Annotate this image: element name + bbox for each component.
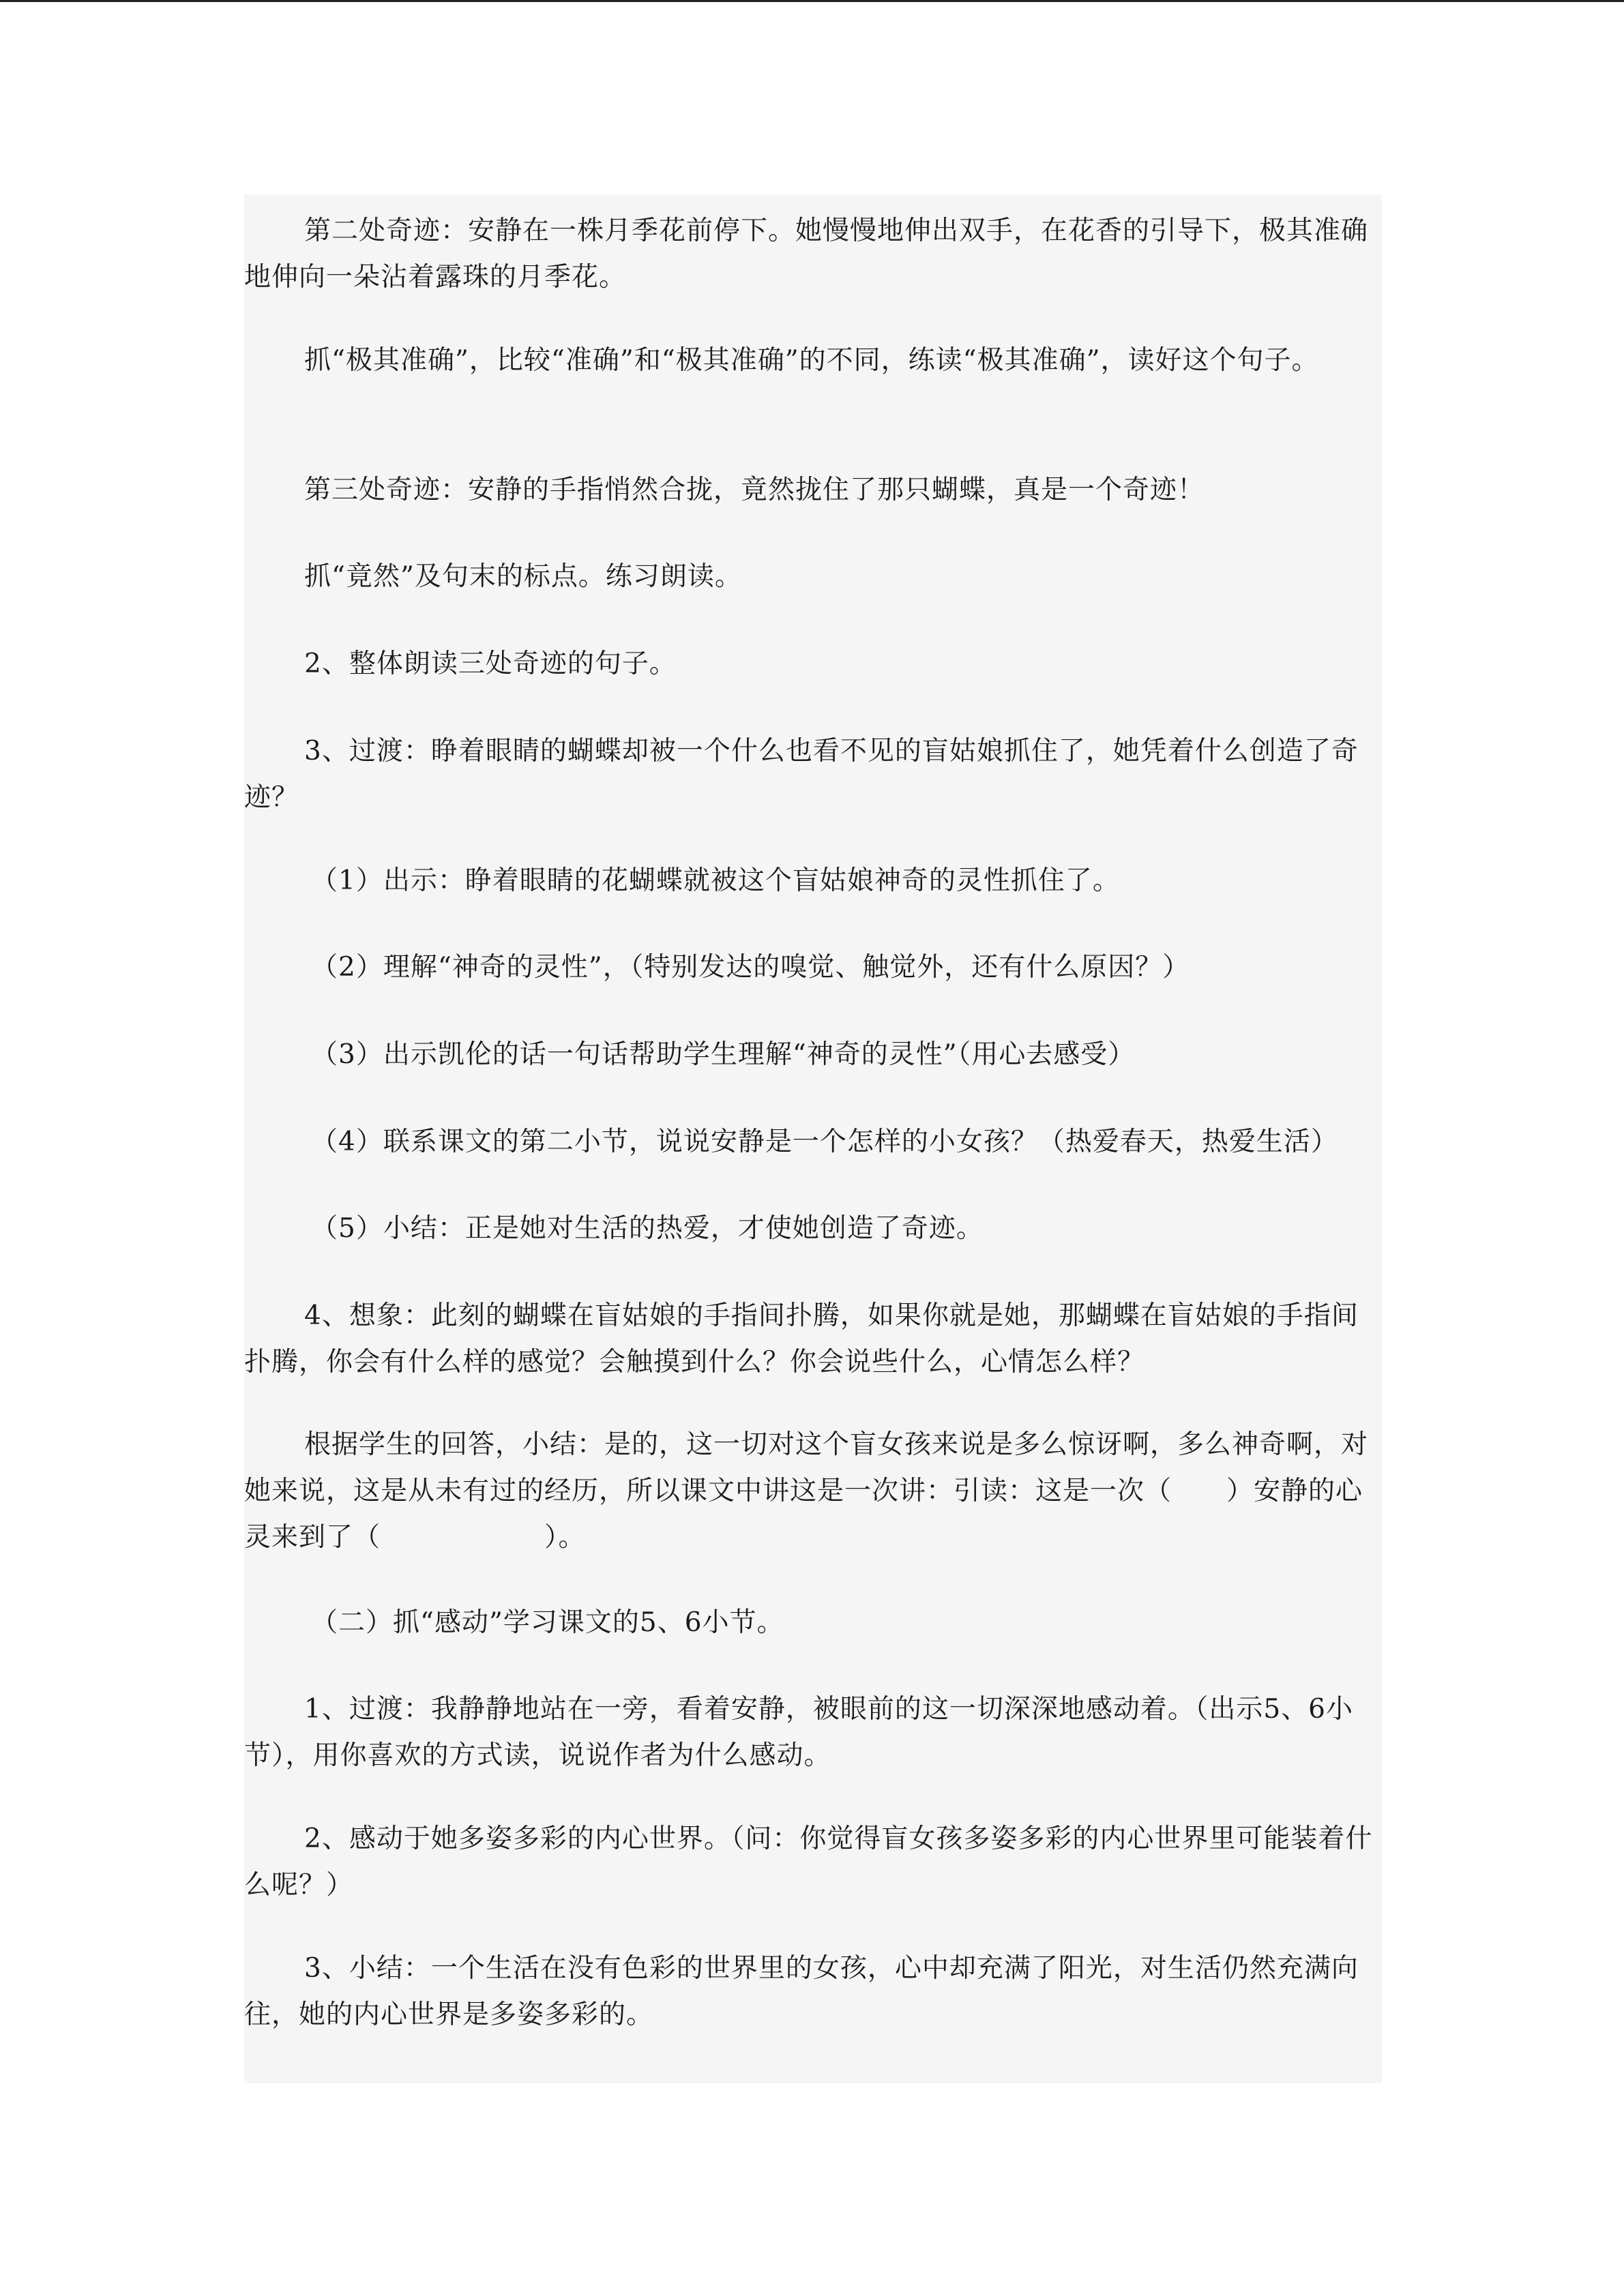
top-border-line [0,0,1624,2]
paragraph-precise-reading: 抓“极其准确”，比较“准确”和“极其准确”的不同，练读“极其准确”，读好这个句子。 [304,345,1319,376]
paragraph-item-4: 4、想象：此刻的蝴蝶在盲姑娘的手指间扑腾，如果你就是她，那蝴蝶在盲姑娘的手指间扑腾，你会有什么样的感觉？会触摸到什么？你会说些什么，心情怎么样？ [244,1300,1359,1377]
paragraph-conclusion: 3、小结：一个生活在没有色彩的世界里的女孩，心中却充满了阳光，对生活仍然充满向往，她的内心世界是多姿多彩的。 [244,1953,1359,2030]
paragraph-sub-2: （2）理解“神奇的灵性”，（特别发达的嗅觉、触觉外，还有什么原因？） [311,952,1190,983]
paragraph-second-miracle: 第二处奇迹：安静在一株月季花前停下。她慢慢地伸出双手，在花香的引导下，极其准确地伸向一朵沾着露珠的月季花。 [244,215,1369,293]
paragraph-jingran: 抓“竟然”及句末的标点。练习朗读。 [304,561,742,592]
paragraph-item-3: 3、过渡：睁着眼睛的蝴蝶却被一个什么也看不见的盲姑娘抓住了，她凭着什么创造了奇迹？ [244,736,1359,813]
paragraph-transition: 1、过渡：我静静地站在一旁，看着安静，被眼前的这一切深深地感动着。（出示5、6小节），用你喜欢的方式读，说说作者为什么感动。 [244,1694,1353,1771]
paragraph-sub-1: （1）出示：睁着眼睛的花蝴蝶就被这个盲姑娘神奇的灵性抓住了。 [311,865,1120,896]
paragraph-moved: 2、感动于她多姿多彩的内心世界。（问：你觉得盲女孩多姿多彩的内心世界里可能装着什么呢？） [244,1823,1373,1900]
paragraph-sub-4: （4）联系课文的第二小节，说说安静是一个怎样的小女孩？（热爱春天，热爱生活） [311,1127,1338,1157]
paragraph-summary: 根据学生的回答，小结：是的，这一切对这个盲女孩来说是多么惊讶啊，多么神奇啊，对她来说，这是从未有过的经历，所以课文中讲这是一次讲：引读：这是一次（ ）安静的心灵来到了（ ）。 [244,1429,1369,1553]
paragraph-sub-5: （5）小结：正是她对生活的热爱，才使她创造了奇迹。 [311,1213,984,1244]
document-body [244,194,1382,2083]
paragraph-sub-3: （3）出示凯伦的话一句话帮助学生理解“神奇的灵性”（用心去感受） [311,1039,1136,1070]
paragraph-third-miracle: 第三处奇迹：安静的手指悄然合拢，竟然拢住了那只蝴蝶，真是一个奇迹！ [304,475,1205,505]
paragraph-section-2: （二）抓“感动”学习课文的5、6小节。 [311,1607,784,1638]
paragraph-item-2: 2、整体朗读三处奇迹的句子。 [304,648,677,679]
